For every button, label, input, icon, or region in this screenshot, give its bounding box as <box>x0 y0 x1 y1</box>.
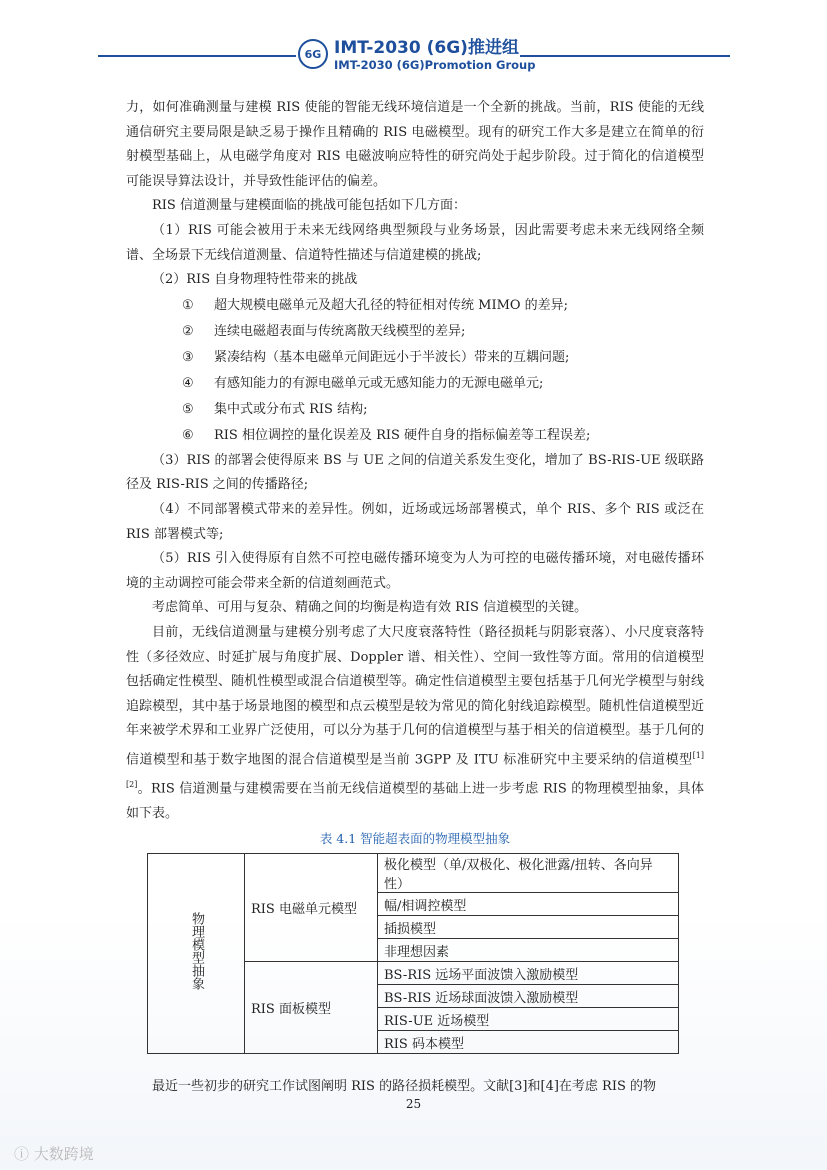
header-rule-right <box>520 55 730 57</box>
list-number: ⑥ <box>182 427 194 443</box>
watermark <box>14 1143 94 1164</box>
paragraph: 最近一些初步的研究工作试图阐明 RIS 的路径损耗模型。文献[3]和[4]在考虑 RIS 的物 <box>152 1079 657 1095</box>
citation: [1][2] <box>126 750 704 789</box>
list-text: 集中式或分布式 RIS 结构; <box>214 401 368 417</box>
table-group-cell: RIS 电磁单元模型 <box>245 854 378 962</box>
paragraph <box>126 621 704 826</box>
list-number: ③ <box>182 349 194 365</box>
watermark-text: 大数跨境 <box>33 1145 94 1163</box>
paragraph-text: 。RIS 信道测量与建模需要在当前无线信道模型的基础上进一步考虑 RIS 的物理模型抽象，具体如下表。 <box>126 781 704 821</box>
table-cell: RIS 码本模型 <box>378 1031 679 1054</box>
list-item <box>126 319 704 345</box>
table-group-cell: RIS 面板模型 <box>245 962 378 1054</box>
model-abstraction-table <box>147 853 679 1054</box>
list-item <box>126 371 704 397</box>
challenge-list <box>126 293 704 449</box>
paragraph: （1）RIS 可能会被用于未来无线网络典型频段与业务场景，因此需要考虑未来无线网络全频谱、全场景下无线信道测量、信道特性描述与信道建模的挑战; <box>126 222 704 263</box>
list-number: ⑤ <box>182 401 194 417</box>
table-side-label <box>148 854 245 1054</box>
list-text: 超大规模电磁单元及超大孔径的特征相对传统 MIMO 的差异; <box>214 297 569 313</box>
paragraph-text: 目前，无线信道测量与建模分别考虑了大尺度衰落特性（路径损耗与阴影衰落）、小尺度衰落特性（多径效应、时延扩展与角度扩展、Doppler 谱、相关性）、空间一致性等方面。常用的信道模型包括确定性模型、随机性模型或混合信道模型等。确定性信道模型主要包括基于几何光学模型与射线追踪模型，其中基于场景地图的模型和点云模型是较为常见的简化射线追踪模型。随机性信道模型近年来被学术界和工业界广泛使用，可以分为基于几何的信道模型与基于相关的信道模型。基于几何的信道模型和基于数字地图的混合信道模型是当前 3GPP 及 ITU 标准研究中主要采纳的信道模型 <box>126 624 704 768</box>
table-cell: 非理想因素 <box>378 939 679 962</box>
table-cell: BS-RIS 远场平面波馈入激励模型 <box>378 962 679 985</box>
page-number: 25 <box>405 1097 422 1111</box>
list-item <box>126 345 704 371</box>
list-text: 连续电磁超表面与传统离散天线模型的差异; <box>214 323 466 339</box>
list-number: ② <box>182 323 194 339</box>
list-text: 有感知能力的有源电磁单元或无感知能力的无源电磁单元; <box>214 375 544 391</box>
page-body <box>126 96 704 1100</box>
page-header <box>0 0 827 80</box>
table-cell: BS-RIS 近场球面波馈入激励模型 <box>378 985 679 1008</box>
list-text: 紧凑结构（基本电磁单元间距远小于半波长）带来的互耦问题; <box>214 349 570 365</box>
list-number: ① <box>182 297 194 313</box>
list-item <box>126 397 704 423</box>
list-text: RIS 相位调控的量化误差及 RIS 硬件自身的指标偏差等工程误差; <box>214 427 591 443</box>
paragraph: 考虑简单、可用与复杂、精确之间的均衡是构造有效 RIS 信道模型的关键。 <box>152 600 588 616</box>
table-row <box>148 854 679 893</box>
paragraph: 力，如何准确测量与建模 RIS 使能的智能无线环境信道是一个全新的挑战。当前，RIS 使能的无线通信研究主要局限是缺乏易于操作且精确的 RIS 电磁模型。现有的研究工作大多是建立在简单的衍射模型基础上，从电磁学角度对 RIS 电磁波响应特性的研究尚处于起步阶段。过于简化的信道模型可能误导算法设计，并导致性能评估的偏差。 <box>126 100 704 189</box>
header-subtitle: IMT-2030 (6G)Promotion Group <box>334 58 536 72</box>
paragraph: （3）RIS 的部署会使得原来 BS 与 UE 之间的信道关系发生变化，增加了 BS-RIS-UE 级联路径及 RIS-RIS 之间的传播路径; <box>126 452 704 493</box>
table-caption: 表 4.1 智能超表面的物理模型抽象 <box>319 831 511 847</box>
watermark-icon: ⓘ <box>14 1145 34 1163</box>
table-cell: 插损模型 <box>378 916 679 939</box>
list-item <box>126 423 704 449</box>
header-title: IMT-2030 (6G)推进组 <box>334 38 519 58</box>
table-cell: RIS-UE 近场模型 <box>378 1008 679 1031</box>
imt-2030-logo: 6G <box>298 39 328 69</box>
paragraph: （2）RIS 自身物理特性带来的挑战 <box>152 272 358 288</box>
list-number: ④ <box>182 375 194 391</box>
table-cell: 极化模型（单/双极化、极化泄露/扭转、各向异性） <box>378 854 679 893</box>
paragraph: RIS 信道测量与建模面临的挑战可能包括如下几方面： <box>152 198 466 214</box>
table-cell: 幅/相调控模型 <box>378 893 679 916</box>
paragraph: （4）不同部署模式带来的差异性。例如，近场或远场部署模式，单个 RIS、多个 RIS 或泛在 RIS 部署模式等; <box>126 501 704 542</box>
side-label-text: 物理模型抽象 <box>189 912 204 991</box>
paragraph: （5）RIS 引入使得原有自然不可控电磁传播环境变为人为可控的电磁传播环境，对电磁传播环境的主动调控可能会带来全新的信道刻画范式。 <box>126 551 704 591</box>
header-rule-left <box>98 55 296 57</box>
list-item <box>126 293 704 319</box>
